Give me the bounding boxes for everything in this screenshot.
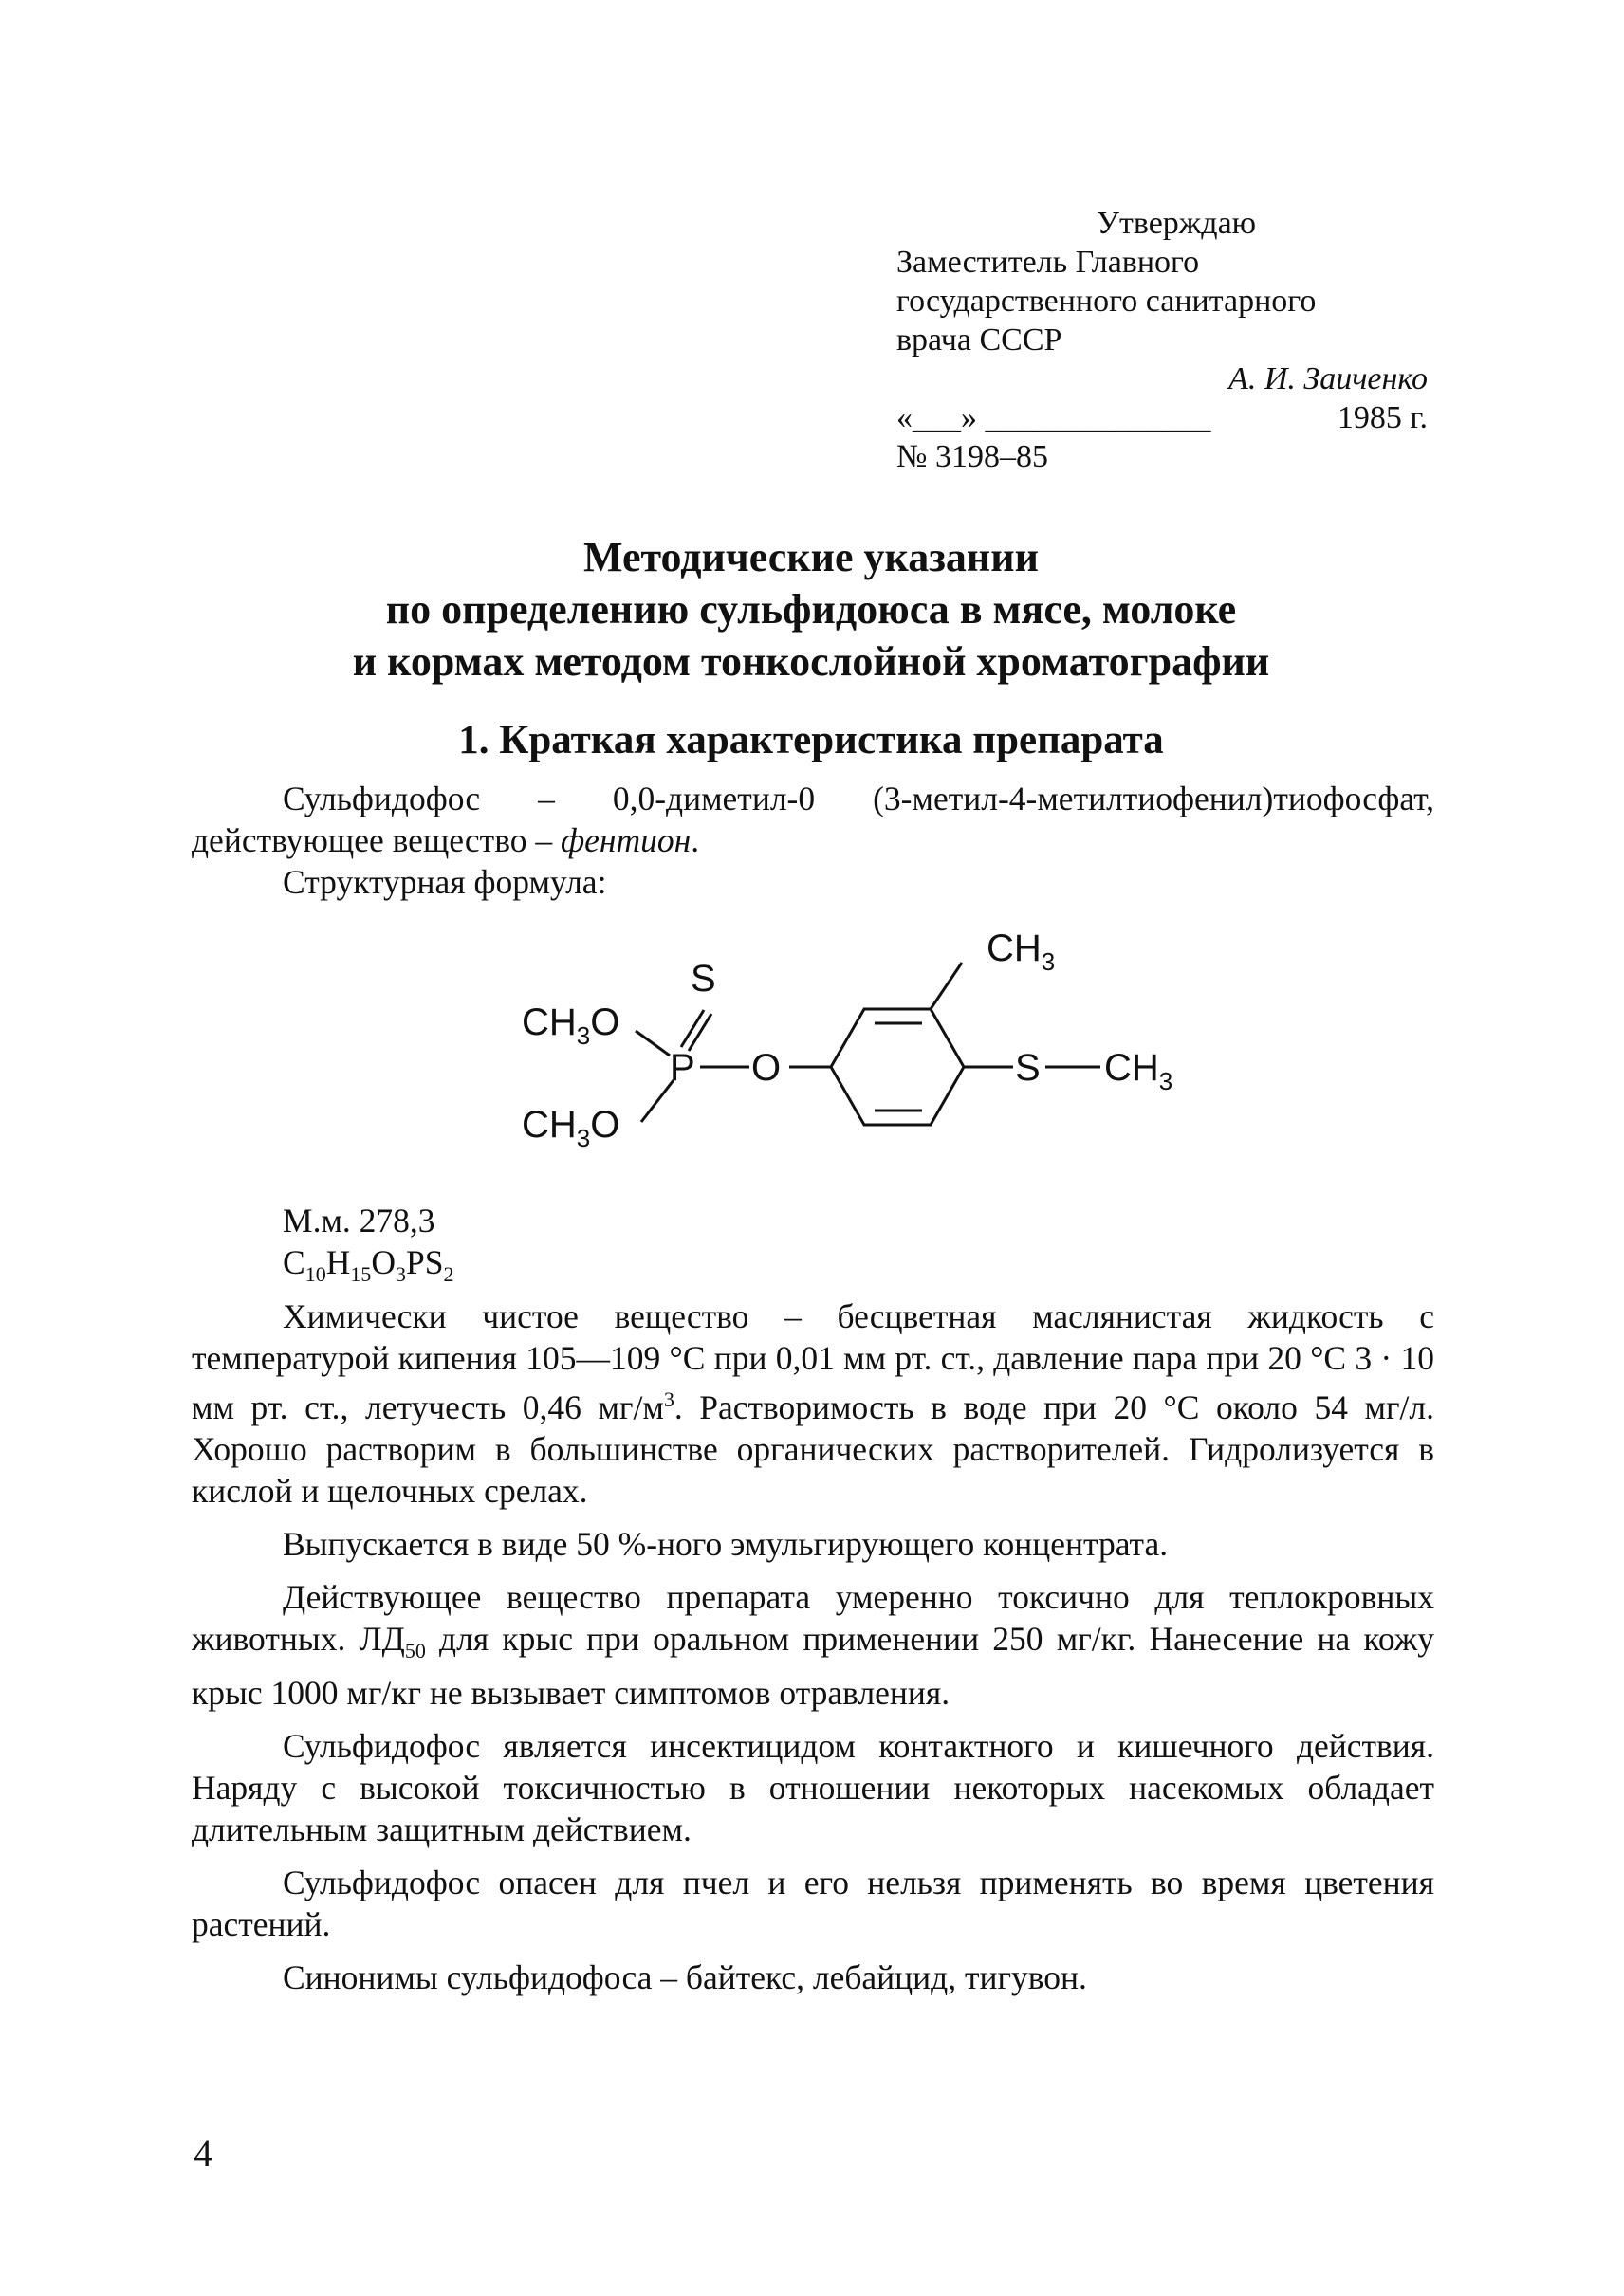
molecular-mass: М.м. 278,3: [283, 1202, 435, 1240]
structural-formula: [493, 925, 1195, 1162]
toxicity-paragraph: Действующее вещество препарата умеренно токсично для теплокровных животных. $ЛД_{50}$ для крыс при оральном применении 250 мг/кг. Нанесение на кожу крыс 1000 мг/кг не вызывает симптомов отравления.: [192, 1577, 1435, 1713]
approval-number: № 3198–85: [896, 439, 1048, 474]
approval-signatory: А. И. Заиченко: [1228, 361, 1428, 396]
phosphorus-label: P: [670, 1047, 695, 1089]
approval-position-line-3: врача СССР: [896, 322, 1062, 358]
active-substance: фентион: [560, 821, 692, 859]
page-number: 4: [194, 2132, 212, 2175]
formula-label: Структурная формула:: [283, 863, 607, 901]
methoxy-lower-label: $CH_3O$: [522, 1104, 620, 1152]
approval-block: [896, 204, 1428, 476]
methoxy-bond-upper: [636, 1031, 670, 1056]
insecticide-paragraph: Сульфидофос является инсектицидом контактного и кишечного действия. Наряду с высокой токсичностью в отношении некоторых насекомых обладает длительным защитным действием.: [192, 1727, 1434, 1849]
synonyms-paragraph: Синонимы сульфидофоса – байтекс, лебайцид, тигувон.: [283, 1958, 1087, 1997]
intro-end: .: [691, 821, 700, 859]
approval-date-year: 1985 г.: [1337, 400, 1428, 435]
intro-block: [192, 778, 1434, 903]
ring-methyl-label: $CH_3$: [987, 928, 1056, 976]
approval-heading: Утверждаю: [1096, 206, 1257, 241]
title-line-3: и кормах методом тонкослойной хроматографии: [352, 638, 1270, 685]
title-line-2: по определению сульфидоюса в мясе, молоке: [385, 586, 1237, 633]
bees-paragraph: Сульфидофос опасен для пчел и его нельзя применять во время цветения растений.: [192, 1864, 1434, 1944]
thioether-sulfur-label: S: [1015, 1047, 1041, 1089]
intro-paragraph: [192, 778, 1434, 861]
approval-position-line-2: государственного санитарного: [896, 284, 1317, 319]
thiomethyl-label: $CH_3$: [1104, 1047, 1173, 1095]
benzene-ring: [831, 1009, 964, 1125]
section-heading: 1. Краткая характеристика препарата: [458, 718, 1164, 762]
ester-oxygen-label: O: [751, 1047, 782, 1089]
methoxy-bond-lower: [641, 1080, 674, 1122]
intro-text: Сульфидофос – 0,0-диметил-0 (3-метил-4-метилтиофенил)тиофосфат, действующее вещество –: [192, 780, 1434, 859]
approval-date-row: [896, 398, 1428, 437]
properties-paragraph: Химически чистое вещество – бесцветная маслянистая жидкость с температурой кипения 105—109 °С при 0,01 мм рт. ст., давление пара при 20 °С 3 · 10 мм рт. ст., летучесть 0,46 $мг/м^3$. Растворимость в воде при 20 °С около 54 мг/л. Хорошо растворим в большинстве органических растворителей. Гидролизуется в кислой и щелочных срелах.: [192, 1297, 1435, 1510]
properties-block: [192, 1200, 1434, 1998]
phosphorus-sulfur-double-bond: [689, 1014, 711, 1051]
phosphorus-sulfur-double-bond: [681, 1010, 704, 1047]
approval-position-line-1: Заместитель Главного: [896, 245, 1200, 280]
release-form-paragraph: Выпускается в виде 50 %-ного эмульгирующего концентрата.: [283, 1524, 1169, 1563]
approval-date-blank: «___» ______________: [896, 400, 1211, 435]
molecular-formula: $C_{10}H_{15}O_3PS_2$: [283, 1243, 454, 1287]
methyl-bond: [931, 963, 962, 1009]
title-line-1: Методические указании: [583, 534, 1039, 580]
methoxy-upper-label: $CH_3O$: [522, 1001, 620, 1050]
document-title: [228, 531, 1394, 688]
sulfur-top-label: S: [691, 958, 716, 1000]
